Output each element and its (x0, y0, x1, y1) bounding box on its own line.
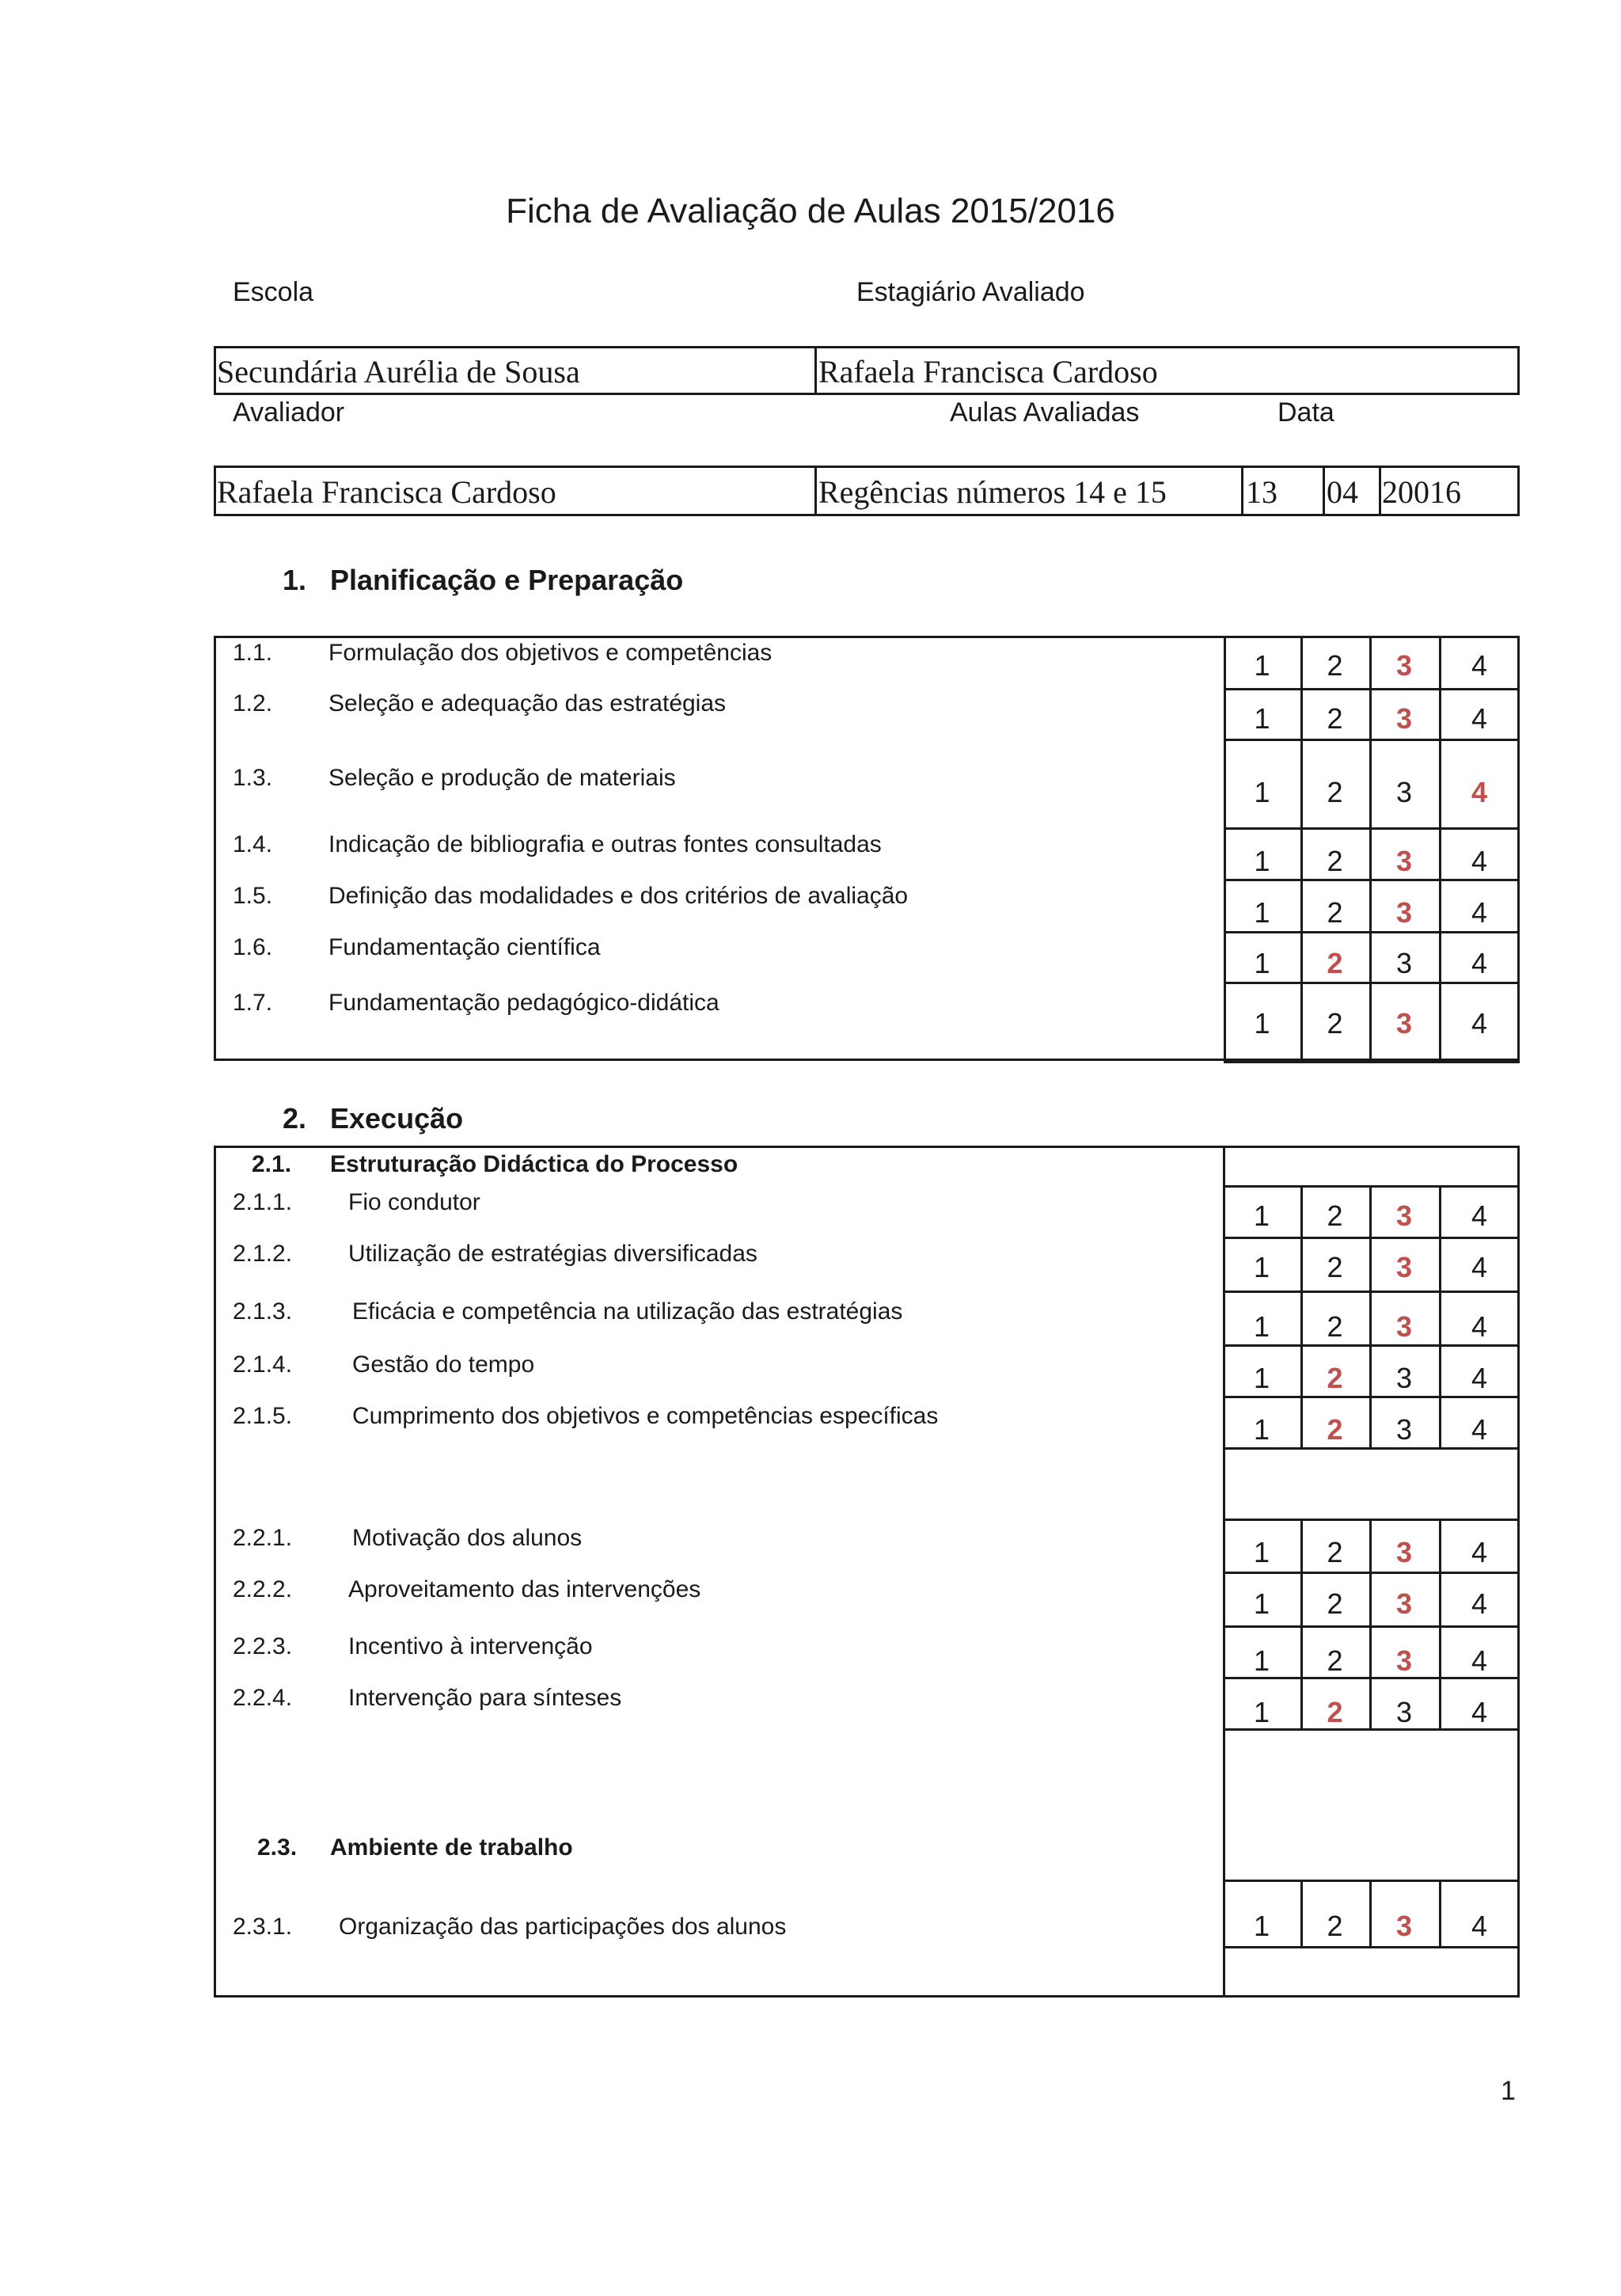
divider (1224, 827, 1520, 830)
page-number: 1 (1501, 2076, 1516, 2106)
item-1-5-score-2[interactable]: 2 (1327, 896, 1343, 929)
item-label: Fundamentação científica (328, 934, 601, 960)
item-1-4-score-3-selected[interactable]: 3 (1395, 845, 1413, 877)
aulas-label: Aulas Avaliadas (950, 397, 1140, 428)
item-2-2-1-score-3-selected[interactable]: 3 (1395, 1536, 1413, 1568)
item-2-1-5-score-4[interactable]: 4 (1471, 1413, 1488, 1446)
item-label: Formulação dos objetivos e competências (328, 640, 773, 666)
item-1-3-score-1[interactable]: 1 (1254, 776, 1270, 808)
item-2-1-5-score-1[interactable]: 1 (1253, 1413, 1270, 1446)
section1-number: 1. (283, 564, 307, 596)
escola-label: Escola (233, 277, 314, 307)
item-number: 1.3. (233, 765, 273, 791)
item-label: Incentivo à intervenção (348, 1633, 593, 1659)
item-number: 2.2.3. (233, 1633, 293, 1659)
item-1-1-score-2[interactable]: 2 (1327, 649, 1343, 682)
item-1-5-score-4[interactable]: 4 (1471, 896, 1488, 929)
item-2-2-2-score-3-selected[interactable]: 3 (1395, 1587, 1413, 1620)
item-2-3-1-score-4[interactable]: 4 (1471, 1910, 1488, 1942)
item-2-2-4-score-1[interactable]: 1 (1253, 1696, 1270, 1728)
item-number: 2.2.1. (233, 1525, 293, 1551)
divider (1241, 466, 1243, 516)
item-1-4-score-1[interactable]: 1 (1254, 845, 1270, 877)
divider (1224, 931, 1520, 933)
item-number: 2.2.2. (233, 1576, 293, 1602)
item-2-2-3-score-1[interactable]: 1 (1253, 1644, 1270, 1677)
item-2-2-4-score-4[interactable]: 4 (1471, 1696, 1488, 1728)
item-number: 2.1.1. (233, 1189, 293, 1215)
item-2-2-1-score-1[interactable]: 1 (1253, 1536, 1270, 1568)
item-2-2-4-score-3[interactable]: 3 (1395, 1696, 1413, 1728)
item-label: Utilização de estratégias diversificadas (348, 1241, 757, 1267)
estagiario-value: Rafaela Francisca Cardoso (818, 354, 1158, 390)
item-label: Definição das modalidades e dos critérios de avaliação (328, 883, 909, 909)
sub-2-1-title: Estruturação Didáctica do Processo (330, 1151, 738, 1177)
item-label: Fio condutor (348, 1189, 480, 1215)
item-1-6-score-1[interactable]: 1 (1254, 947, 1270, 979)
item-1-1-score-3-selected[interactable]: 3 (1395, 649, 1413, 682)
item-2-1-1-score-1[interactable]: 1 (1253, 1199, 1270, 1232)
item-number: 1.4. (233, 831, 273, 857)
item-1-6-score-3[interactable]: 3 (1395, 947, 1413, 979)
item-number: 2.2.4. (233, 1685, 293, 1711)
item-2-2-4-score-2-selected[interactable]: 2 (1327, 1696, 1343, 1728)
divider (1323, 466, 1325, 516)
item-number: 2.1.2. (233, 1241, 293, 1267)
item-2-1-5-score-2-selected[interactable]: 2 (1327, 1413, 1343, 1446)
data-year: 20016 (1382, 474, 1461, 510)
data-label: Data (1277, 397, 1334, 428)
avaliador-label: Avaliador (233, 397, 345, 428)
item-2-1-3-score-1[interactable]: 1 (1253, 1310, 1270, 1343)
item-label: Seleção e produção de materiais (328, 765, 676, 791)
estagiario-label: Estagiário Avaliado (856, 277, 1085, 307)
item-2-1-1-score-2[interactable]: 2 (1327, 1199, 1343, 1232)
item-2-1-3-score-3-selected[interactable]: 3 (1395, 1310, 1413, 1343)
data-day: 13 (1246, 474, 1277, 510)
divider (1224, 688, 1520, 690)
item-number: 1.6. (233, 934, 273, 960)
item-1-2-score-1[interactable]: 1 (1254, 702, 1270, 735)
divider (1223, 1946, 1520, 1948)
item-1-2-score-2[interactable]: 2 (1327, 702, 1343, 735)
item-number: 2.1.4. (233, 1351, 293, 1378)
divider (1379, 466, 1381, 516)
item-2-2-2-score-2[interactable]: 2 (1327, 1587, 1343, 1620)
item-1-2-score-3-selected[interactable]: 3 (1395, 702, 1413, 735)
item-1-1-score-1[interactable]: 1 (1254, 649, 1270, 682)
sub-2-1-number: 2.1. (252, 1151, 292, 1177)
item-number: 1.1. (233, 640, 273, 666)
item-label: Fundamentação pedagógico-didática (328, 990, 719, 1016)
divider (814, 466, 817, 516)
item-1-6-score-2-selected[interactable]: 2 (1327, 947, 1343, 979)
item-1-6-score-4[interactable]: 4 (1471, 947, 1488, 979)
item-label: Indicação de bibliografia e outras fontes consultadas (328, 831, 882, 857)
item-2-2-3-score-2[interactable]: 2 (1327, 1644, 1343, 1677)
item-number: 2.1.5. (233, 1403, 293, 1429)
item-number: 1.7. (233, 990, 273, 1016)
escola-value: Secundária Aurélia de Sousa (217, 354, 580, 390)
item-2-2-3-score-4[interactable]: 4 (1471, 1644, 1488, 1677)
item-1-3-score-3[interactable]: 3 (1395, 776, 1413, 808)
item-2-2-1-score-4[interactable]: 4 (1471, 1536, 1488, 1568)
item-2-1-2-score-4[interactable]: 4 (1471, 1251, 1488, 1283)
divider (1224, 982, 1520, 984)
item-1-1-score-4[interactable]: 4 (1471, 649, 1488, 682)
sub-2-3-number: 2.3. (257, 1834, 298, 1861)
item-2-1-3-score-2[interactable]: 2 (1327, 1310, 1343, 1343)
item-1-7-score-4[interactable]: 4 (1471, 1007, 1488, 1040)
item-label: Aproveitamento das intervenções (348, 1576, 701, 1602)
item-2-1-1-score-4[interactable]: 4 (1471, 1199, 1488, 1232)
sub-2-3-title: Ambiente de trabalho (330, 1834, 573, 1861)
item-label: Gestão do tempo (352, 1351, 535, 1378)
item-2-1-4-score-2-selected[interactable]: 2 (1327, 1362, 1343, 1394)
item-2-1-1-score-3-selected[interactable]: 3 (1395, 1199, 1413, 1232)
document-title: Ficha de Avaliação de Aulas 2015/2016 (506, 192, 1115, 230)
item-2-1-2-score-3-selected[interactable]: 3 (1395, 1251, 1413, 1283)
divider (1224, 739, 1520, 741)
data-month: 04 (1327, 474, 1358, 510)
item-label: Intervenção para sínteses (348, 1685, 622, 1711)
item-2-1-3-score-4[interactable]: 4 (1471, 1310, 1488, 1343)
aulas-value: Regências números 14 e 15 (818, 474, 1167, 510)
item-label: Eficácia e competência na utilização das estratégias (352, 1298, 903, 1325)
item-2-1-5-score-3[interactable]: 3 (1395, 1413, 1413, 1446)
item-number: 1.2. (233, 690, 273, 717)
item-2-2-2-score-1[interactable]: 1 (1253, 1587, 1270, 1620)
item-2-1-4-score-4[interactable]: 4 (1471, 1362, 1488, 1394)
item-label: Seleção e adequação das estratégias (328, 690, 727, 717)
section2-heading: Execução (330, 1102, 464, 1135)
item-1-7-score-1[interactable]: 1 (1254, 1007, 1270, 1040)
item-number: 2.3.1. (233, 1914, 293, 1940)
item-2-3-1-score-1[interactable]: 1 (1253, 1910, 1270, 1942)
item-1-4-score-4[interactable]: 4 (1471, 845, 1488, 877)
item-2-1-4-score-1[interactable]: 1 (1253, 1362, 1270, 1394)
section2-number: 2. (283, 1102, 307, 1135)
item-number: 2.1.3. (233, 1298, 293, 1325)
item-1-5-score-3-selected[interactable]: 3 (1395, 896, 1413, 929)
item-number: 1.5. (233, 883, 273, 909)
item-label: Motivação dos alunos (352, 1525, 583, 1551)
item-2-3-1-score-3-selected[interactable]: 3 (1395, 1910, 1413, 1942)
item-1-3-score-4-selected[interactable]: 4 (1471, 776, 1488, 808)
item-1-4-score-2[interactable]: 2 (1327, 845, 1343, 877)
item-2-2-2-score-4[interactable]: 4 (1471, 1587, 1488, 1620)
item-2-1-4-score-3[interactable]: 3 (1395, 1362, 1413, 1394)
item-label: Organização das participações dos alunos (339, 1914, 787, 1940)
item-2-3-1-score-2[interactable]: 2 (1327, 1910, 1343, 1942)
item-1-7-score-2[interactable]: 2 (1327, 1007, 1343, 1040)
item-1-3-score-2[interactable]: 2 (1327, 776, 1343, 808)
section1-heading: Planificação e Preparação (330, 564, 684, 596)
item-2-1-2-score-2[interactable]: 2 (1327, 1251, 1343, 1283)
item-2-2-1-score-2[interactable]: 2 (1327, 1536, 1343, 1568)
divider (1224, 1061, 1520, 1063)
item-1-2-score-4[interactable]: 4 (1471, 702, 1488, 735)
item-2-2-3-score-3-selected[interactable]: 3 (1395, 1644, 1413, 1677)
divider (1224, 879, 1520, 881)
divider (814, 346, 817, 395)
item-1-7-score-3-selected[interactable]: 3 (1395, 1007, 1413, 1040)
item-label: Cumprimento dos objetivos e competências específicas (352, 1403, 939, 1429)
avaliador-value: Rafaela Francisca Cardoso (217, 474, 556, 510)
item-2-1-2-score-1[interactable]: 1 (1253, 1251, 1270, 1283)
divider (1223, 1447, 1520, 1450)
item-1-5-score-1[interactable]: 1 (1254, 896, 1270, 929)
